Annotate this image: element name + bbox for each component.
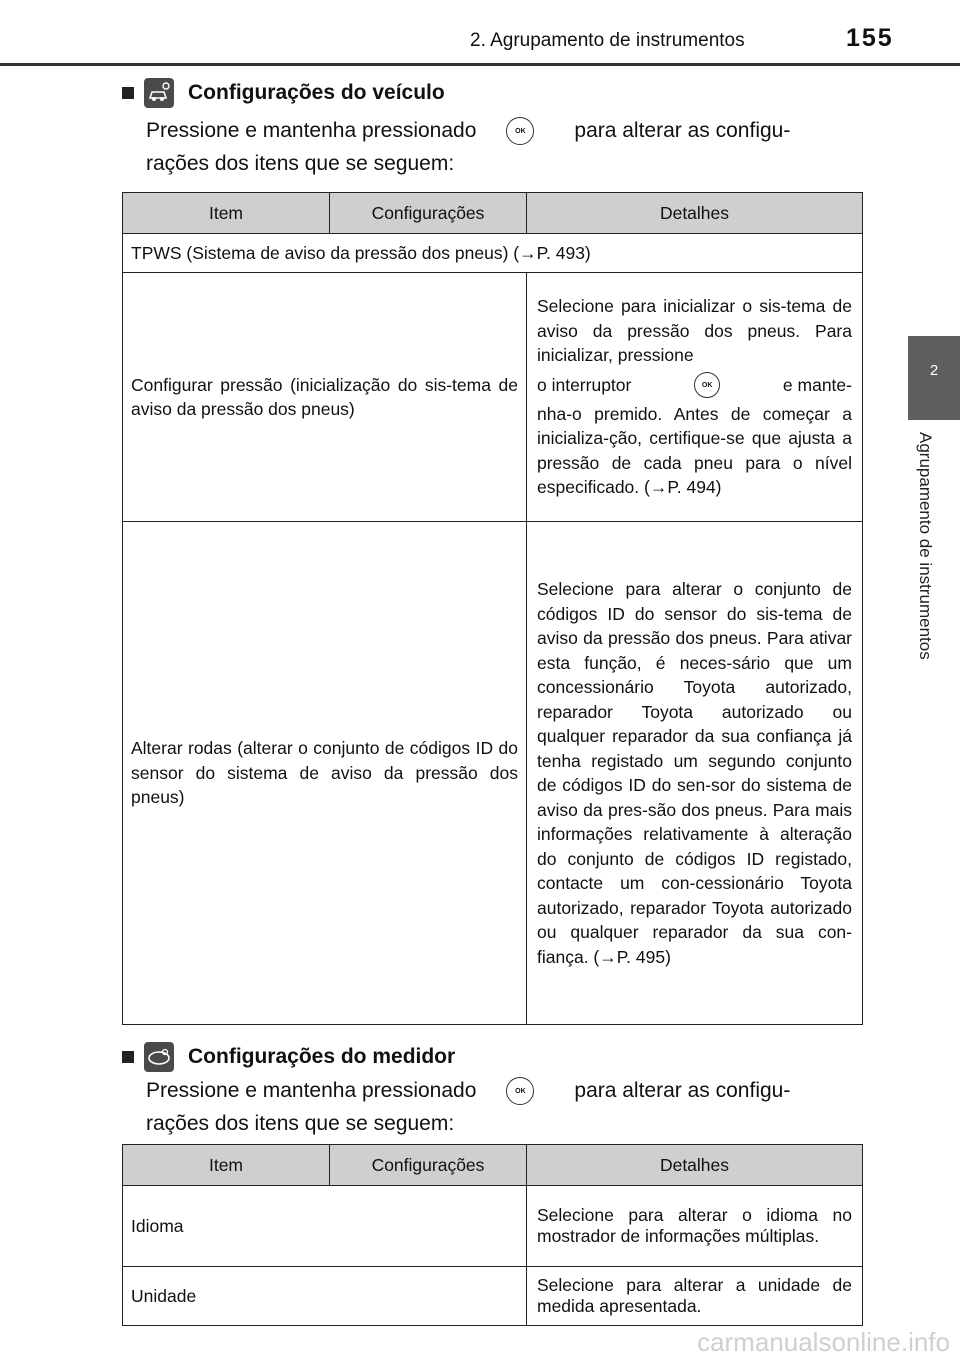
table-cell-detail: Selecione para alterar o idioma no mostrador de informações múltiplas. bbox=[527, 1186, 863, 1267]
table-cell-item: Alterar rodas (alterar o conjunto de códigos ID do sensor do sistema de aviso da pressão dos pneus) bbox=[123, 522, 527, 1025]
ok-button-icon: OK bbox=[694, 372, 720, 398]
intro-text: Pressione e mantenha pressionado bbox=[146, 119, 477, 142]
side-tab-upper bbox=[908, 66, 960, 336]
page-number: 155 bbox=[846, 24, 894, 52]
intro-text: Pressione e mantenha pressionado bbox=[146, 1079, 477, 1102]
table-header-details: Detalhes bbox=[527, 1145, 863, 1186]
side-tab-label: Agrupamento de instrumentos bbox=[916, 432, 935, 660]
ok-button-icon: OK bbox=[506, 117, 534, 145]
intro-text-line2: rações dos itens que se seguem: bbox=[146, 1112, 455, 1135]
header-rule bbox=[0, 63, 960, 66]
table-cell-item: Configurar pressão (inicialização do sis-tema de aviso da pressão dos pneus) bbox=[123, 273, 527, 522]
table-row-tpws: TPWS (Sistema de aviso da pressão dos pneus) (→P. 493) bbox=[123, 234, 863, 273]
bullet-square-icon bbox=[122, 87, 134, 99]
vehicle-settings-icon bbox=[144, 78, 174, 108]
table-cell-item: Idioma bbox=[123, 1186, 527, 1267]
table-cell-item: Unidade bbox=[123, 1267, 527, 1326]
vehicle-settings-table bbox=[122, 192, 863, 1025]
table-header-settings: Configurações bbox=[330, 193, 527, 234]
meter-settings-icon bbox=[144, 1042, 174, 1072]
side-tab-number: 2 bbox=[908, 336, 960, 420]
section-intro-meter bbox=[146, 1074, 866, 1140]
detail-text: e mante- bbox=[782, 374, 852, 395]
meter-settings-table bbox=[122, 1144, 863, 1326]
table-header-item: Item bbox=[123, 1145, 330, 1186]
bullet-square-icon bbox=[122, 1051, 134, 1063]
table-cell-detail bbox=[527, 273, 863, 522]
intro-text-line2: rações dos itens que se seguem: bbox=[146, 152, 455, 175]
table-header-item: Item bbox=[123, 193, 330, 234]
section-heading-text: Configurações do veículo bbox=[188, 81, 445, 104]
section-intro-vehicle bbox=[146, 114, 866, 180]
table-cell-detail: Selecione para alterar o conjunto de códigos ID do sensor do sis-tema de aviso da pressão dos pneus. Para ativar esta função, é neces-sário que um concessionário Toyota autorizado, reparador Toyota autorizado ou qualquer reparador da sua confiança já tenha registado um segundo conjunto de códigos ID do sen-sor do sistema de aviso da pres-são dos pneus. Para mais informações relativamente à alteração do conjunto de códigos ID registado, contacte um con-cessionário Toyota autorizado, reparador Toyota autorizado ou qualquer reparador da sua con-fiança. (→P. 495) bbox=[527, 522, 863, 1025]
section-heading-vehicle bbox=[122, 78, 445, 108]
table-header-settings: Configurações bbox=[330, 1145, 527, 1186]
intro-text-continued: para alterar as configu- bbox=[574, 119, 791, 142]
intro-text-continued: para alterar as configu- bbox=[574, 1079, 791, 1102]
detail-text: o interruptor bbox=[537, 374, 632, 395]
detail-text: Selecione para inicializar o sis-tema de aviso da pressão dos pneus. Para inicializar, pressione bbox=[537, 296, 852, 366]
ok-button-icon: OK bbox=[506, 1077, 534, 1105]
watermark: carmanualsonline.info bbox=[697, 1327, 950, 1357]
page-header-title: 2. Agrupamento de instrumentos bbox=[470, 30, 745, 51]
section-heading-text: Configurações do medidor bbox=[188, 1045, 456, 1068]
detail-text: nha-o premido. Antes de começar a inicializa-ção, certifique-se que ajusta a pressão de cada pneu para o nível especificado. (→P. 494) bbox=[537, 403, 852, 498]
table-cell-detail: Selecione para alterar a unidade de medida apresentada. bbox=[527, 1267, 863, 1326]
section-heading-meter bbox=[122, 1042, 455, 1072]
table-header-details: Detalhes bbox=[527, 193, 863, 234]
